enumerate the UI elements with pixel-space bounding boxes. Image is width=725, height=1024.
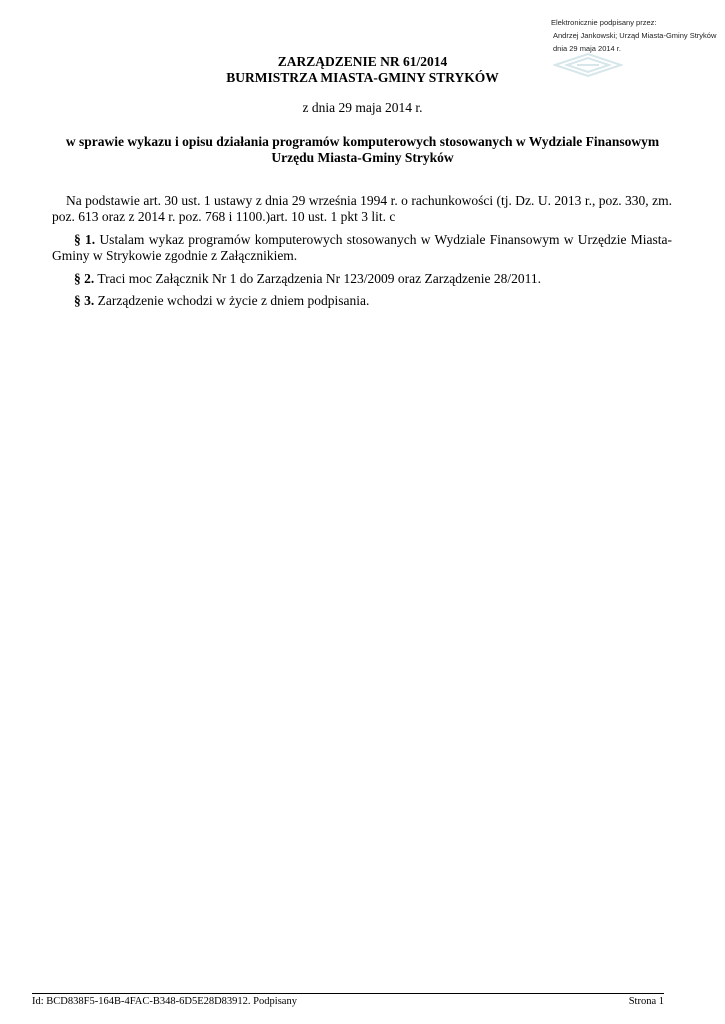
section-2-mark: § 2. [74, 271, 95, 286]
section-3-text: Zarządzenie wchodzi w życie z dniem podpisania. [97, 293, 370, 308]
section-1-text: Ustalam wykaz programów komputerowych stosowanych w Wydziale Finansowym w Urzędzie Miasta-Gminy w Strykowie zgodnie z Załącznikiem. [52, 232, 673, 263]
section-3 [52, 293, 672, 309]
document-subject: w sprawie wykazu i opisu działania programów komputerowych stosowanych w Wydziale Finansowym Urzędu Miasta-Gminy Stryków [65, 134, 660, 165]
document-date: z dnia 29 maja 2014 r. [302, 100, 423, 115]
footer-page-number: Strona 1 [628, 996, 664, 1007]
signature-signer: Andrzej Jankowski; Urząd Miasta-Gminy Stryków [553, 31, 717, 40]
legal-basis: Na podstawie art. 30 ust. 1 ustawy z dnia 29 września 1994 r. o rachunkowości (tj. Dz. U. 2013 r., poz. 330, zm. poz. 613 oraz z 2014 r. poz. 768 i 1100.)art. 10 ust. 1 pkt 3 lit. c [52, 193, 672, 224]
document-title: ZARZĄDZENIE NR 61/2014 [277, 54, 448, 69]
section-2 [52, 271, 672, 287]
section-1-mark: § 1. [74, 232, 96, 247]
signature-date: dnia 29 maja 2014 r. [553, 44, 621, 53]
section-3-mark: § 3. [74, 293, 95, 308]
section-2-text: Traci moc Załącznik Nr 1 do Zarządzenia Nr 123/2009 oraz Zarządzenie 28/2011. [97, 271, 541, 286]
document-issuer: BURMISTRZA MIASTA-GMINY STRYKÓW [226, 70, 499, 85]
footer-document-id: Id: BCD838F5-164B-4FAC-B348-6D5E28D83912. Podpisany [32, 996, 297, 1007]
footer-divider [32, 993, 664, 994]
section-1 [52, 232, 672, 264]
signature-label: Elektronicznie podpisany przez: [551, 18, 657, 27]
